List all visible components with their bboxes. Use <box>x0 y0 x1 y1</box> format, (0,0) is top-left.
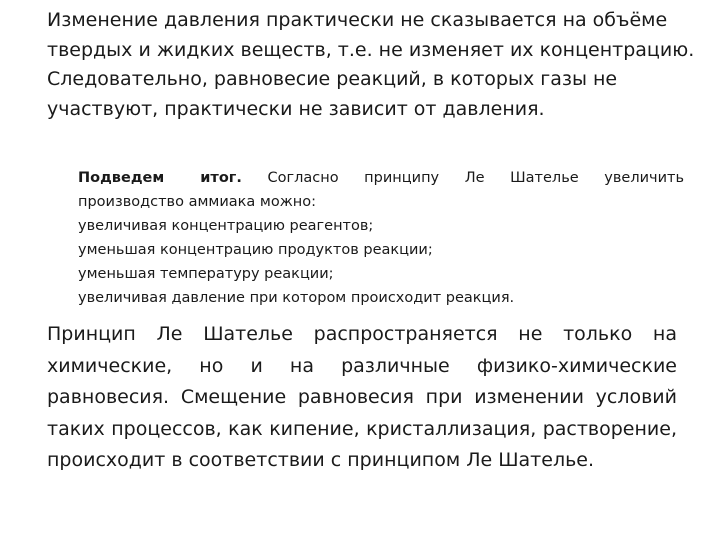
summary-item: увеличивая давление при котором происходит реакция. <box>78 290 515 306</box>
summary-lead <box>78 166 684 190</box>
summary-intro-continued: производство аммиака можно: <box>78 194 317 210</box>
summary-heading: Подведем итог. <box>78 170 242 186</box>
summary-item: уменьшая концентрацию продуктов реакции; <box>78 242 433 258</box>
summary-block <box>78 166 684 310</box>
summary-intro: Согласно принципу Ле Шателье увеличить <box>241 170 684 186</box>
pressure-effect-paragraph: Изменение давления практически не сказывается на объёме твердых и жидких веществ, т.е. не изменяет их концентрацию. Следовательно, равновесие реакций, в которых газы не участвуют, практически не зависит от давления. <box>47 9 695 120</box>
summary-item: уменьшая температуру реакции; <box>78 266 334 282</box>
summary-item: увеличивая концентрацию реагентов; <box>78 218 374 234</box>
le-chatelier-paragraph: Принцип Ле Шателье распространяется не только на химические, но и на различные физико-химические равновесия. Смещение равновесия при изменении условий таких процессов, как кипение, кристаллизация, растворение, происходит в соответствии с принципом Ле Шателье. <box>47 323 677 471</box>
